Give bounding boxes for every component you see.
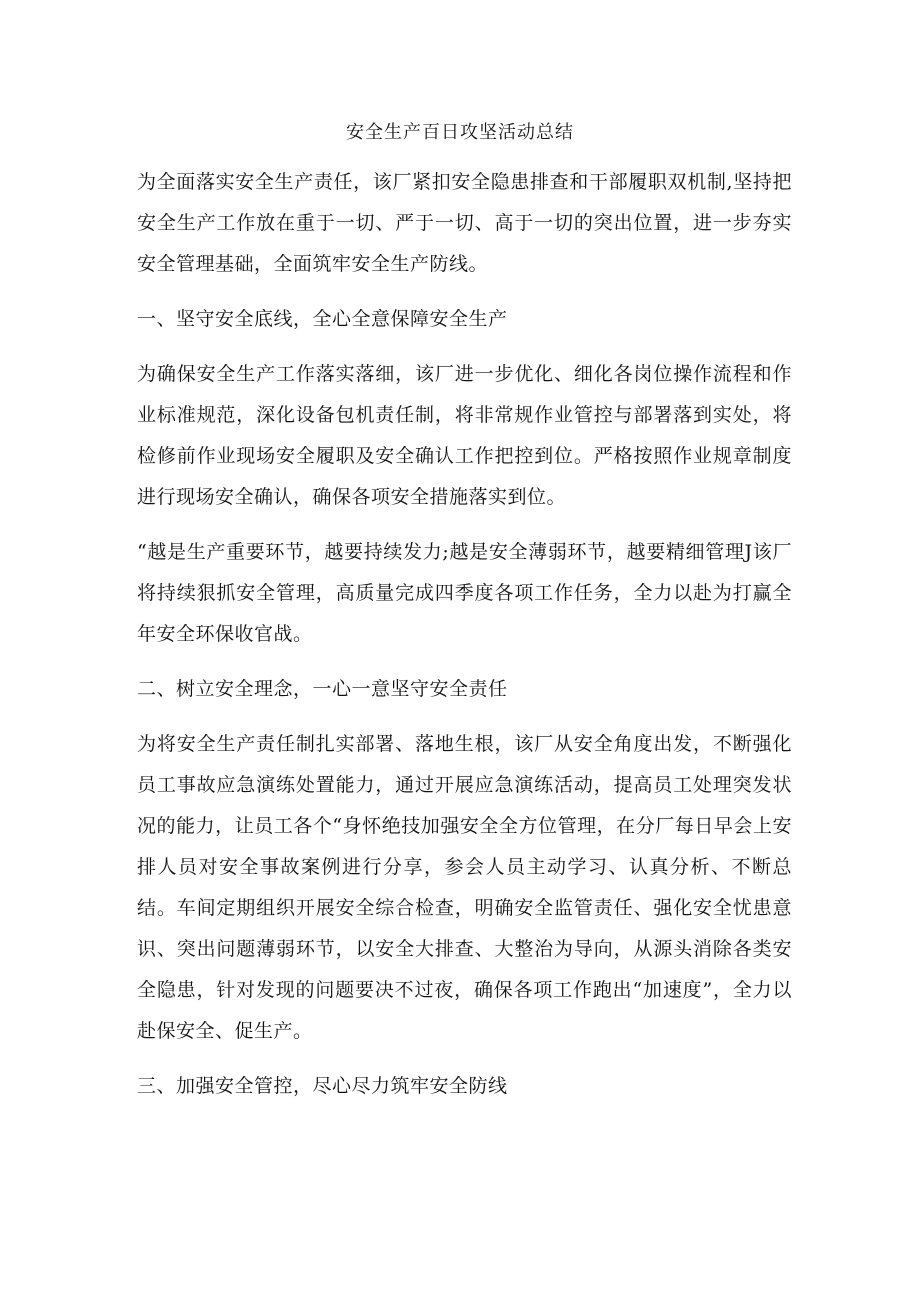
section-2-heading: 二、树立安全理念，一心一意坚守安全责任 bbox=[137, 678, 508, 700]
spacer bbox=[137, 655, 792, 669]
spacer bbox=[137, 1052, 792, 1066]
section-1-paragraph-1: 为确保安全生产工作落实落细，该厂进一步优化、细化各岗位操作流程和作业标准规范，深化设备包机责任制，将非常规作业管控与部署落到实处，将检修前作业现场安全履职及安全确认工作把控到位。严格按照作业规章制度进行现场安全确认，确保各项安全措施落实到位。 bbox=[137, 363, 792, 508]
document-body bbox=[137, 162, 792, 1107]
spacer bbox=[137, 710, 792, 724]
spacer bbox=[137, 340, 792, 354]
intro-paragraph: 为全面落实安全生产责任，该厂紧扣安全隐患排查和干部履职双机制,坚持把安全生产工作放在重于一切、严于一切、高于一切的突出位置，进一步夯实安全管理基础，全面筑牢安全生产防线。 bbox=[137, 171, 792, 275]
section-3-heading: 三、加强安全管控，尽心尽力筑牢安全防线 bbox=[137, 1075, 508, 1097]
spacer bbox=[137, 285, 792, 299]
document-title: 安全生产百日攻坚活动总结 bbox=[346, 122, 574, 143]
section-2-paragraph-1: 为将安全生产责任制扎实部署、落地生根，该厂从安全角度出发，不断强化员工事故应急演练处置能力，通过开展应急演练活动，提高员工处理突发状况的能力，让员工各个“身怀绝技加强安全全方位管理，在分厂每日早会上安排人员对安全事故案例进行分享，参会人员主动学习、认真分析、不断总结。车间定期组织开展安全综合检查，明确安全监管责任、强化安全忧患意识、突出问题薄弱环节，以安全大排查、大整治为导向，从源头消除各类安全隐患，针对发现的问题要决不过夜，确保各项工作跑出“加速度”，全力以赴保安全、促生产。 bbox=[137, 733, 792, 1042]
section-1-heading: 一、坚守安全底线，全心全意保障安全生产 bbox=[137, 308, 508, 330]
section-1-paragraph-2: “越是生产重要环节，越要持续发力;越是安全薄弱环节，越要精细管理J该厂将持续狠抓安全管理，高质量完成四季度各项工作任务，全力以赴为打赢全年安全环保收官战。 bbox=[137, 541, 792, 645]
spacer bbox=[137, 518, 792, 532]
